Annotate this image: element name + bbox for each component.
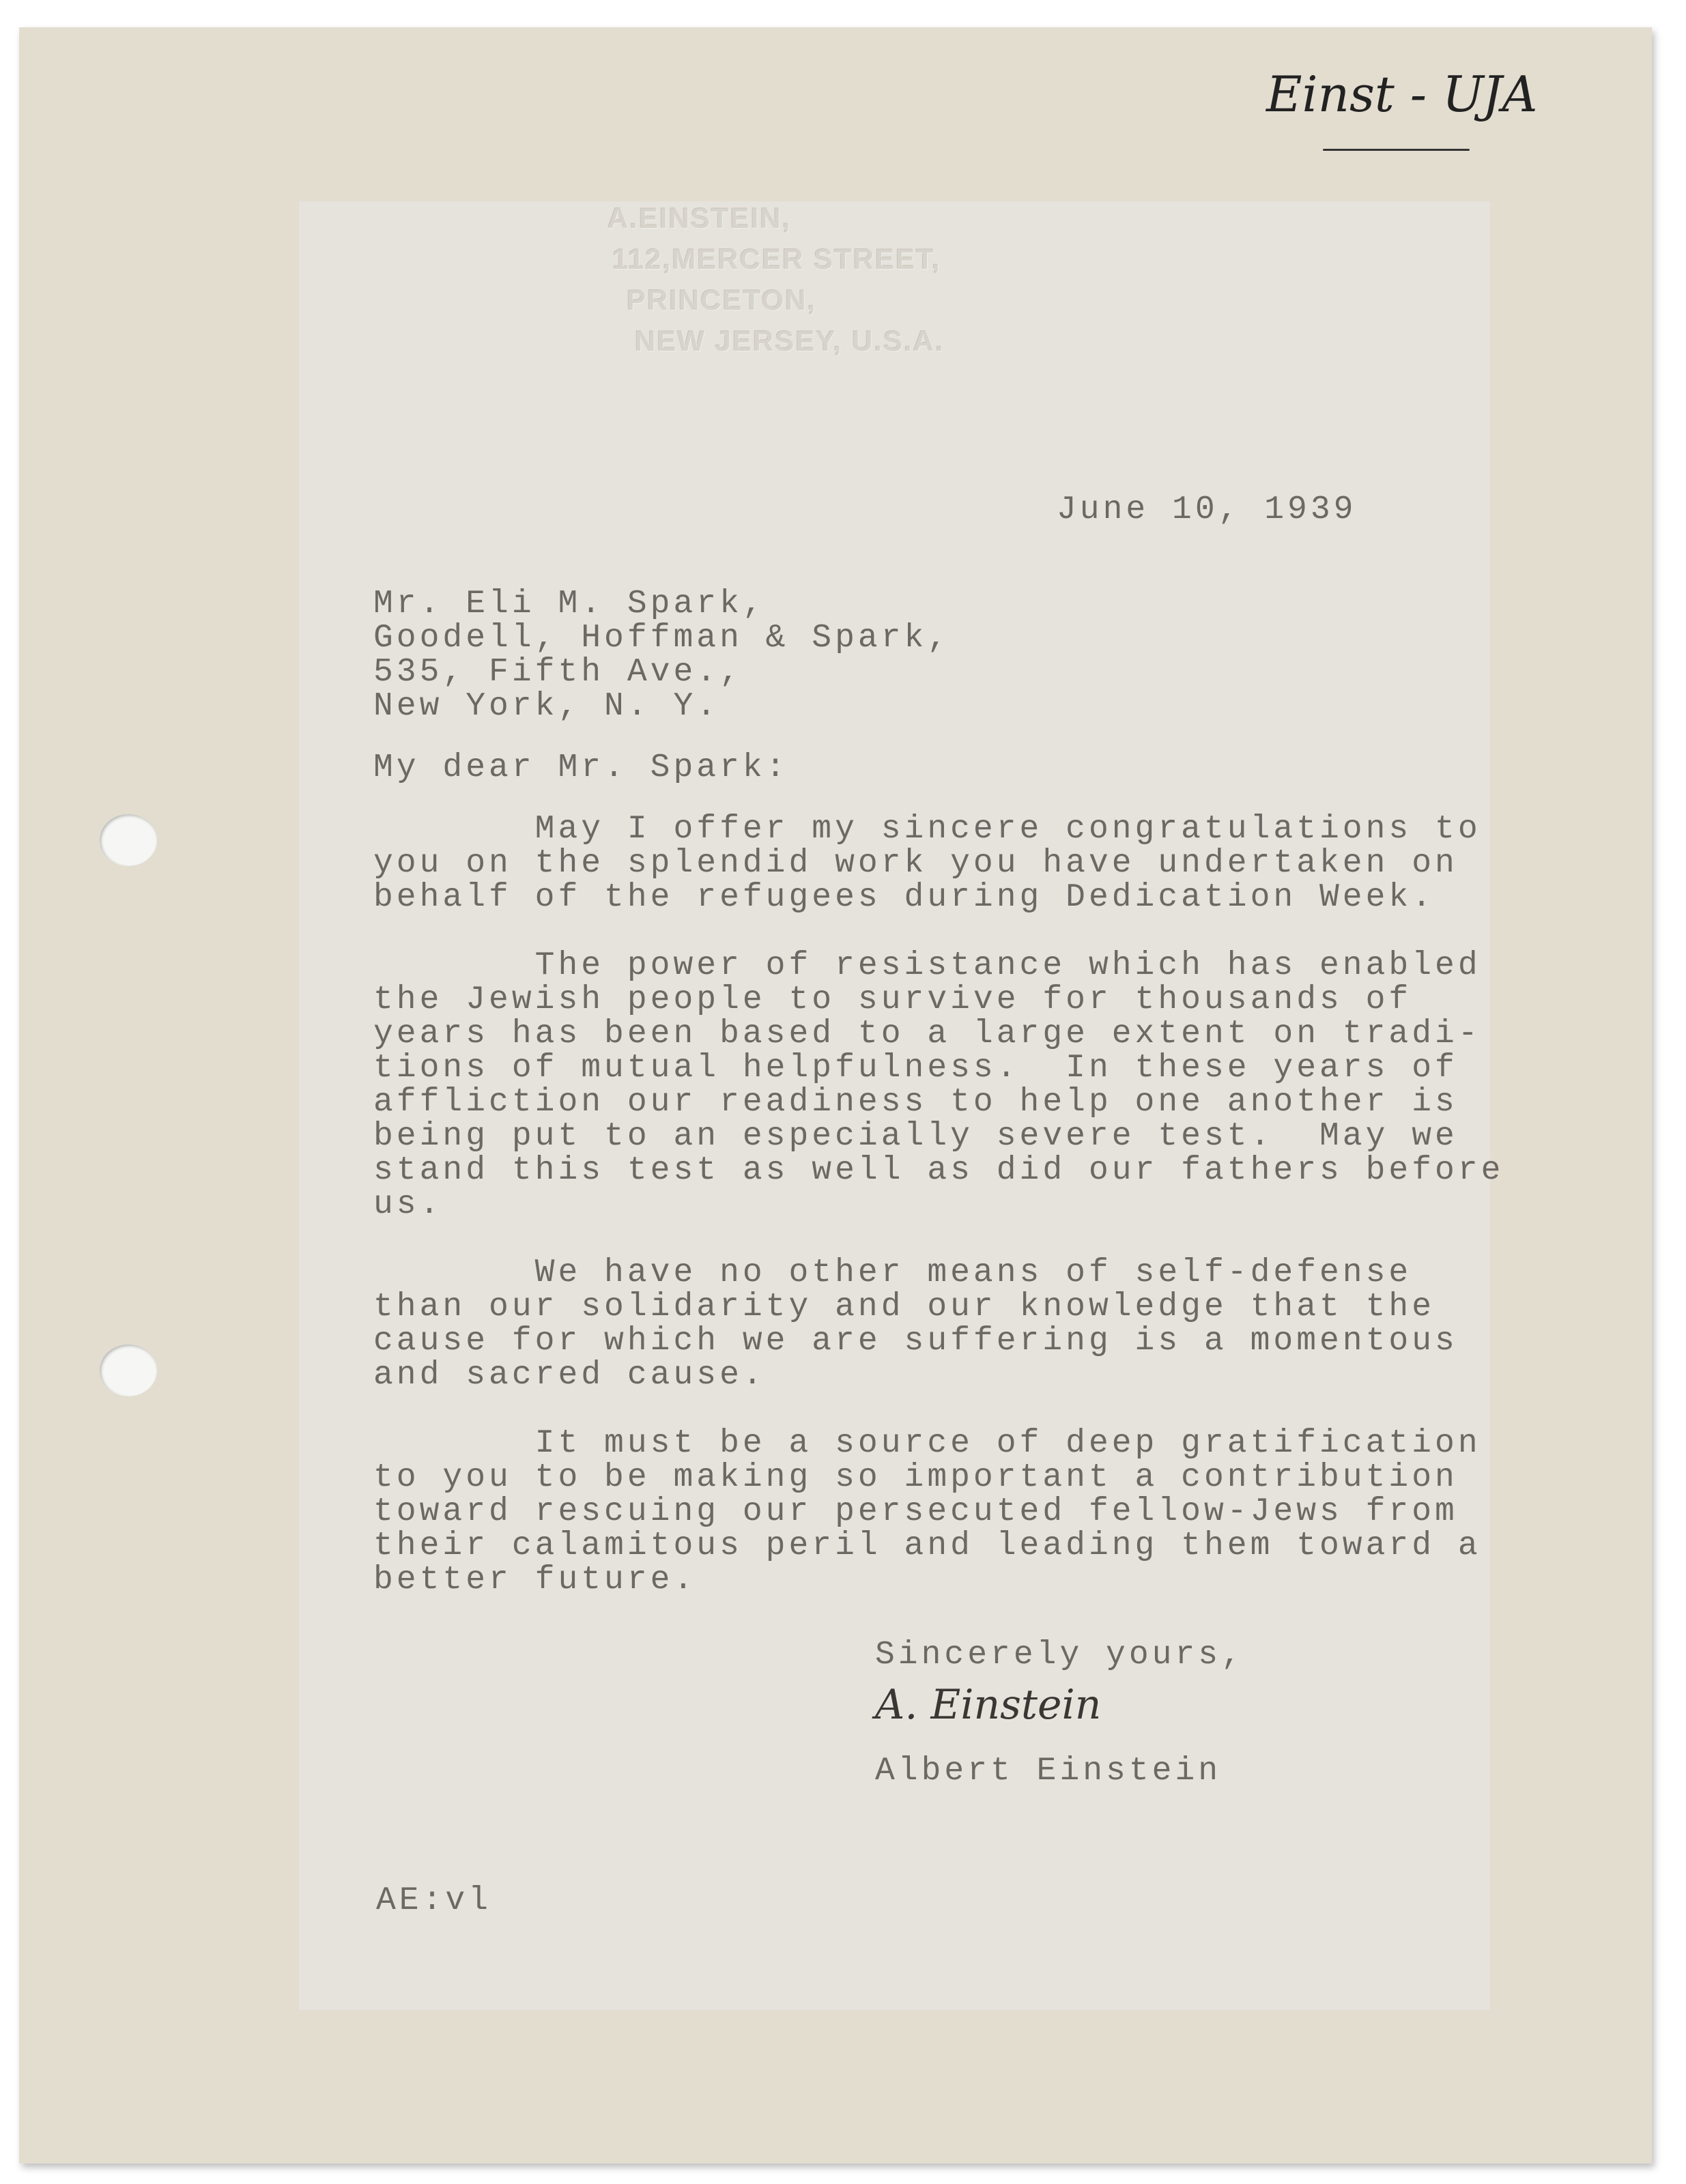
annotation-underline (1323, 149, 1470, 151)
date-text: June 10, 1939 (1057, 491, 1357, 528)
recipient-line: 535, Fifth Ave., (373, 654, 743, 691)
closing (875, 1638, 1244, 1672)
signature: A. Einstein (875, 1681, 1102, 1729)
salutation (373, 751, 788, 785)
closing-text: Sincerely yours, (875, 1637, 1244, 1673)
recipient-address (373, 587, 950, 723)
letterhead-name: A.EINSTEIN, (608, 202, 792, 234)
signatory-name (875, 1754, 1221, 1788)
signatory-text: Albert Einstein (875, 1753, 1222, 1790)
recipient-line: Mr. Eli M. Spark, (373, 586, 766, 622)
letter-date (1057, 493, 1356, 527)
letterhead-state: NEW JERSEY, U.S.A. (635, 325, 945, 357)
body-paragraph: May I offer my sincere congratulations to you on the splendid work you have undertaken on behalf of the refugees during Dedication Week. (373, 811, 1481, 916)
salutation-text: My dear Mr. Spark: (373, 749, 789, 786)
body-paragraph: It must be a source of deep gratification to you to be making so important a contribution toward rescuing our persecuted fellow-Jews from their calamitous peril and leading them toward a better future. (373, 1425, 1481, 1598)
body-paragraph: The power of resistance which has enabled the Jewish people to survive for thousands of years has been based to a large extent on tradi- tions of mutual helpfulness. In these years of affliction our readiness to help one another is being put to an especially severe test. May we stand this test as well as did our fathers before us. (373, 947, 1504, 1223)
typist-initials (376, 1884, 491, 1918)
punch-hole (100, 814, 157, 866)
handwritten-annotation: Einst - UJA (1266, 66, 1538, 123)
letter-body (373, 812, 1504, 1631)
recipient-line: Goodell, Hoffman & Spark, (373, 620, 951, 657)
punch-hole (100, 1345, 157, 1396)
body-paragraph: We have no other means of self-defense than our solidarity and our knowledge that the cause for which we are suffering is a momentous and sacred cause. (373, 1254, 1458, 1394)
recipient-line: New York, N. Y. (373, 688, 720, 725)
letterhead-city: PRINCETON, (627, 284, 817, 316)
letterhead-street: 112,MERCER STREET, (612, 243, 941, 275)
initials-text: AE:vl (376, 1882, 492, 1919)
